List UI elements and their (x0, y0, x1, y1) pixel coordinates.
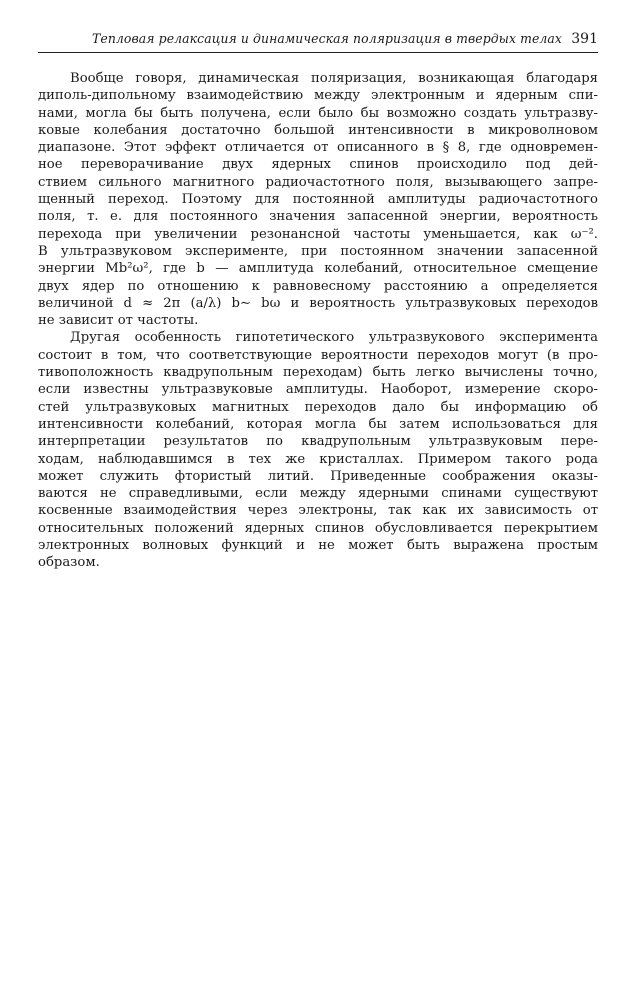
text-line: поля, т. е. для постоянного значения запасенной энергии, вероятность (38, 209, 598, 225)
running-header-title: Тепловая релаксация и динамическая поляризация в твердых телах (92, 32, 562, 47)
text-line: Другая особенность гипотетического ультразвукового эксперимента (70, 330, 598, 346)
text-line: относительных положений ядерных спинов обусловливается перекрытием (38, 520, 598, 536)
text-line: нами, могла бы быть получена, если было бы возможно создать ультразву- (38, 105, 598, 121)
text-line: Вообще говоря, динамическая поляризация, возникающая благодаря (70, 71, 598, 86)
running-header (38, 30, 598, 53)
text-line: тивоположность квадрупольным переходам) быть легко вычислены точно, (38, 365, 598, 381)
text-line: не зависит от частоты. (38, 313, 199, 329)
page-number: 391 (571, 31, 598, 47)
text-line: двух ядер по отношению к равновесному расстоянию a определяется (38, 278, 598, 294)
text-line: ствием сильного магнитного радиочастотного поля, вызывающего запре- (38, 174, 598, 190)
text-line: косвенные взаимодействия через электроны, так как их зависимость от (38, 503, 598, 519)
text-line: может служить фтористый литий. Приведенные соображения оказы- (38, 468, 598, 484)
text-line: ное переворачивание двух ядерных спинов происходило под дей- (38, 157, 598, 173)
text-line: перехода при увеличении резонансной частоты уменьшается, как ω⁻². (38, 226, 598, 242)
text-line: стей ультразвуковых магнитных переходов дало бы информацию об (38, 399, 598, 415)
text-line: интенсивности колебаний, которая могла бы затем использоваться для (38, 416, 598, 432)
text-line: диапазоне. Этот эффект отличается от описанного в § 8, где одновремен- (38, 140, 598, 156)
text-line: величиной d ≈ 2π (a/λ) b∼ bω и вероятность ультразвуковых переходов (38, 295, 598, 311)
text-line: энергии Mb²ω², где b — амплитуда колебаний, относительное смещение (38, 261, 598, 277)
text-line: В ультразвуковом эксперименте, при постоянном значении запасенной (38, 243, 598, 259)
text-line: электронных волновых функций и не может быть выражена простым (38, 538, 598, 554)
text-line: диполь-дипольному взаимодействию между электронным и ядерным спи- (38, 88, 598, 104)
paragraph-2 (38, 329, 598, 571)
text-line: образом. (38, 555, 100, 571)
paragraph-1 (38, 70, 598, 329)
text-line: интерпретации результатов по квадрупольным ультразвуковым пере- (38, 434, 598, 450)
text-line: ходам, наблюдавшимся в тех же кристаллах. Примером такого рода (38, 451, 598, 467)
body-text (38, 70, 598, 572)
text-line: щенный переход. Поэтому для постоянной амплитуды радиочастотного (38, 192, 598, 208)
text-line: ваются не справедливыми, если между ядерными спинами существуют (38, 486, 598, 502)
text-line: если известны ультразвуковые амплитуды. Наоборот, измерение скоро- (38, 382, 598, 398)
text-line: состоит в том, что соответствующие вероятности переходов могут (в про- (38, 347, 598, 363)
text-line: ковые колебания достаточно большой интенсивности в микроволновом (38, 122, 598, 138)
